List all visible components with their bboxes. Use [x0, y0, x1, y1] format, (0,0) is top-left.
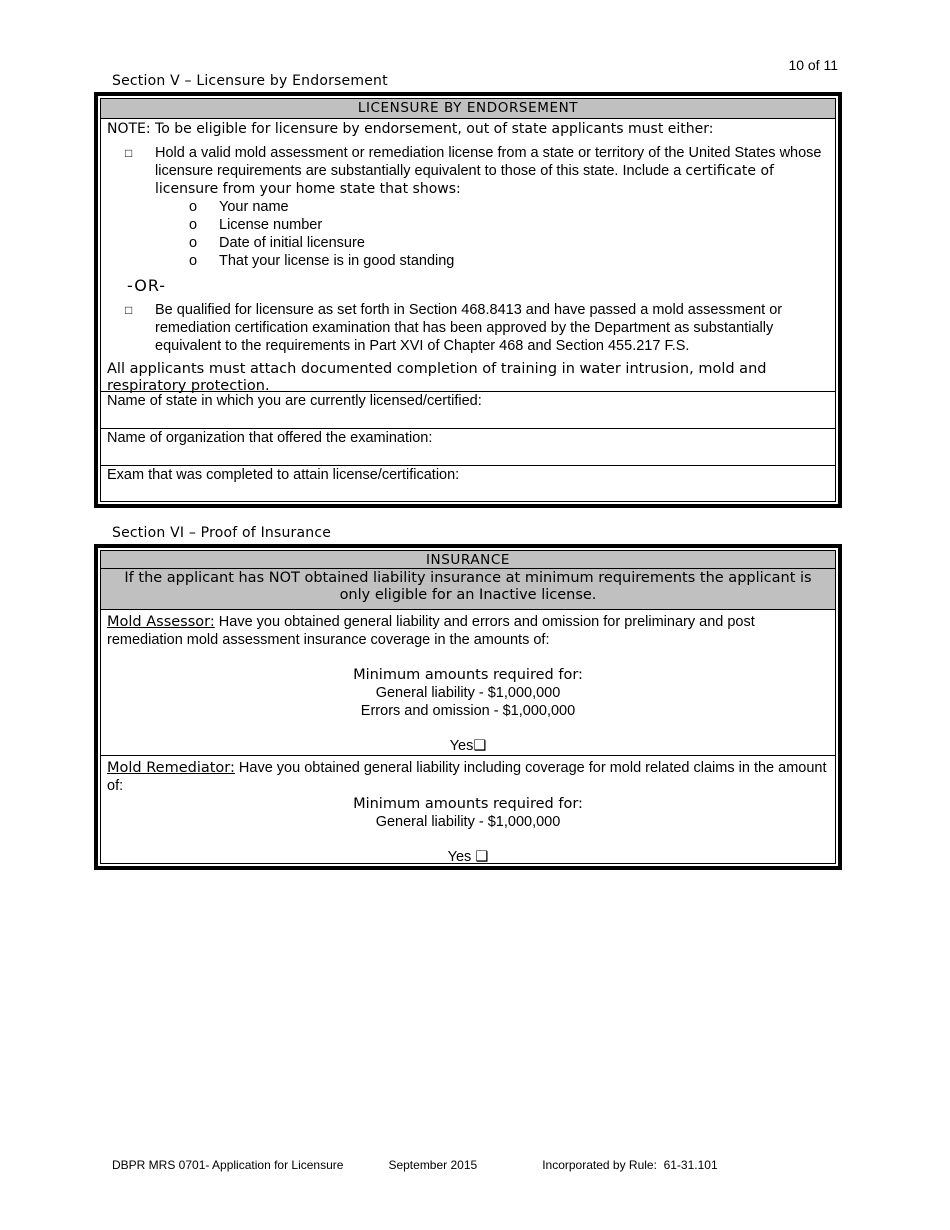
- assessor-min-title: Minimum amounts required for:: [353, 667, 583, 683]
- exam-organization-field[interactable]: [101, 429, 835, 466]
- insurance-header-block: [101, 551, 835, 610]
- exam-completed-field[interactable]: [101, 466, 835, 502]
- option-1-text-cont: certificate of licensure from your home state that shows:: [155, 163, 774, 197]
- list-item: o Date of initial licensure: [189, 235, 365, 251]
- eligibility-note: NOTE: To be eligible for licensure by endorsement, out of state applicants must either:: [107, 121, 714, 137]
- list-item: o License number: [189, 217, 323, 233]
- mold-assessor-label: Mold Assessor:: [107, 614, 215, 630]
- remediator-min-title: Minimum amounts required for:: [353, 796, 583, 812]
- footer-date: September 2015: [388, 1158, 478, 1172]
- insurance-table: [94, 544, 842, 870]
- or-separator: -OR-: [127, 276, 167, 295]
- mold-assessor-question: Have you obtained general liability and errors and omission for preliminary and post remediation mold assessment insurance coverage in the amounts of:: [107, 614, 755, 648]
- option-1: [107, 144, 829, 270]
- footer-form-id: DBPR MRS 0701- Application for Licensure: [112, 1158, 344, 1172]
- insurance-warning: If the applicant has NOT obtained liability insurance at minimum requirements the applicant is only eligible for an Inactive license.: [101, 568, 835, 609]
- mold-remediator-question: Have you obtained general liability including coverage for mold related claims in the amount of:: [107, 760, 827, 794]
- insurance-header: INSURANCE: [425, 552, 511, 568]
- mold-remediator-row: [101, 756, 835, 868]
- exam-organization-label: Name of organization that offered the examination:: [107, 430, 433, 446]
- section-vi-title: Section VI – Proof of Insurance: [112, 525, 332, 541]
- all-applicants-note: All applicants must attach documented completion of training in water intrusion, mold and respiratory protection.: [107, 361, 767, 394]
- option-2-checkbox[interactable]: □: [125, 303, 133, 317]
- exam-completed-label: Exam that was completed to attain license/certification:: [107, 467, 460, 483]
- state-licensed-label: Name of state in which you are currently licensed/certified:: [107, 393, 482, 409]
- section-v-title: Section V – Licensure by Endorsement: [112, 73, 388, 89]
- endorsement-table: [94, 92, 842, 508]
- list-item: o Your name: [189, 199, 289, 215]
- remediator-yes-checkbox[interactable]: Yes ❑: [447, 849, 489, 865]
- assessor-yes-checkbox[interactable]: Yes❑: [449, 738, 487, 754]
- endorsement-requirements: [101, 120, 835, 392]
- endorsement-header: LICENSURE BY ENDORSEMENT: [101, 99, 835, 119]
- option-2: [107, 301, 829, 355]
- page-footer: [112, 1158, 718, 1172]
- option-1-checkbox[interactable]: □: [125, 146, 133, 160]
- remediator-general-liability: General liability - $1,000,000: [375, 814, 561, 830]
- option-1-text: Hold a valid mold assessment or remediation license from a state or territory of the United States whose licensure requirements are substantially equivalent to those of this state. Include a: [155, 145, 822, 179]
- state-licensed-field[interactable]: [101, 392, 835, 429]
- assessor-errors-omission: Errors and omission - $1,000,000: [360, 703, 576, 719]
- assessor-general-liability: General liability - $1,000,000: [375, 685, 561, 701]
- list-item: o That your license is in good standing: [189, 253, 455, 269]
- footer-rule: Incorporated by Rule: 61-31.101: [542, 1158, 718, 1172]
- mold-remediator-label: Mold Remediator:: [107, 760, 235, 776]
- mold-assessor-row: [101, 610, 835, 756]
- option-2-text: Be qualified for licensure as set forth in Section 468.8413 and have passed a mold assessment or remediation certification examination that has been approved by the Department as substantially equivalent to the requirements in Part XVI of Chapter 468 and Section 455.217 F.S.: [155, 302, 783, 354]
- page-number: 10 of 11: [788, 57, 838, 73]
- certificate-requirements-list: [155, 198, 829, 270]
